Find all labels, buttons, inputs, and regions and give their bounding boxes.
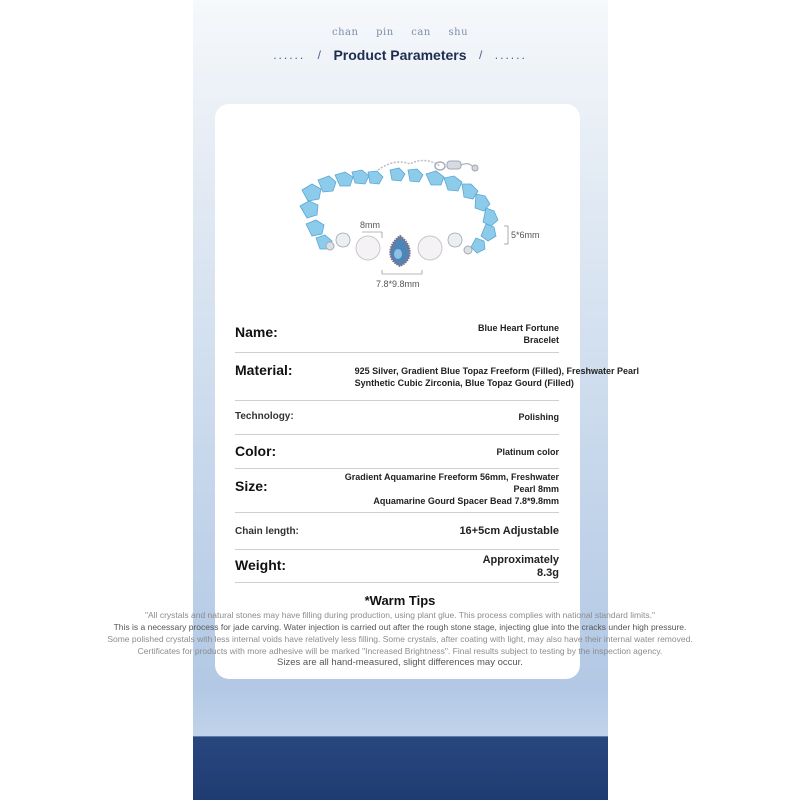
param-row-material: [235, 353, 639, 401]
param-value-line: Aquamarine Gourd Spacer Bead 7.8*9.8mm: [373, 496, 559, 506]
param-row-color: [235, 435, 559, 469]
bracelet-illustration: [290, 150, 520, 290]
param-label: Name:: [235, 324, 278, 340]
slash-right-decoration: /: [478, 47, 483, 62]
param-row-technology: [235, 401, 559, 435]
param-value: [478, 322, 559, 346]
param-value-line: Platinum color: [496, 447, 559, 457]
param-value-line: Gradient Aquamarine Freeform 56mm, Freshwater: [344, 472, 559, 482]
warm-tips-title: *Warm Tips: [364, 593, 436, 608]
param-row-weight: [235, 550, 559, 583]
warm-tips-notes: [0, 609, 800, 669]
param-row-size: [235, 469, 559, 513]
gourd-dimension-label: 7.8*9.8mm: [376, 279, 420, 289]
param-value: [496, 446, 559, 458]
param-value-line: Synthetic Cubic Zirconia, Blue Topaz Gourd (Filled): [354, 378, 574, 388]
param-value: [459, 525, 559, 537]
param-value: [355, 365, 639, 389]
param-value-line: Bracelet: [523, 335, 559, 345]
pinyin-subtitle: chan pin can shu: [331, 27, 469, 38]
param-label: Technology:: [235, 411, 294, 422]
note-line: Certificates for products with more adhesive will be marked "Increased Brightness". Final results subject to testing by the inspection agency.: [137, 646, 663, 656]
note-line: Some polished crystals with less internal voids have relatively less filling. Some crystals, after coating with light, may also have their internal water removed.: [107, 634, 693, 644]
param-label: Color:: [235, 443, 277, 459]
dots-left-decoration: ......: [273, 47, 306, 62]
pearl-dimension-label: 8mm: [360, 220, 380, 230]
section-header: [0, 46, 800, 64]
note-line: Sizes are all hand-measured, slight differences may occur.: [277, 657, 523, 668]
param-label: Chain length:: [235, 526, 299, 537]
param-value-line: Blue Heart Fortune: [477, 323, 559, 333]
param-value: [483, 554, 559, 580]
bracelet-image: [290, 150, 540, 290]
page-title: Product Parameters: [333, 46, 467, 63]
bead-dimension-label: 5*6mm: [511, 230, 540, 240]
param-value-line: 925 Silver, Gradient Blue Topaz Freeform (Filled), Freshwater Pearl: [354, 366, 639, 376]
param-row-name: [235, 316, 559, 353]
note-line: "All crystals and natural stones may have filling during production, using plant glue. This process complies with national standard limits.": [145, 610, 655, 620]
param-label: Material:: [235, 362, 293, 378]
param-value-line: 8.3g: [536, 567, 559, 579]
param-value-line: Approximately: [482, 554, 559, 566]
param-value-line: Polishing: [518, 412, 559, 422]
slash-left-decoration: /: [317, 47, 322, 62]
note-line: This is a necessary process for jade carving. Water injection is carried out after the rough stone stage, injecting glue into the cracks under high pressure.: [113, 622, 687, 632]
param-value: [519, 411, 560, 423]
param-value-line: 16+5cm Adjustable: [459, 525, 559, 537]
param-value: [345, 471, 559, 507]
param-label: Weight:: [235, 557, 287, 573]
dots-right-decoration: ......: [494, 47, 527, 62]
param-value-line: Pearl 8mm: [513, 484, 559, 494]
param-row-chain-length: [235, 513, 559, 550]
param-label: Size:: [235, 478, 268, 494]
